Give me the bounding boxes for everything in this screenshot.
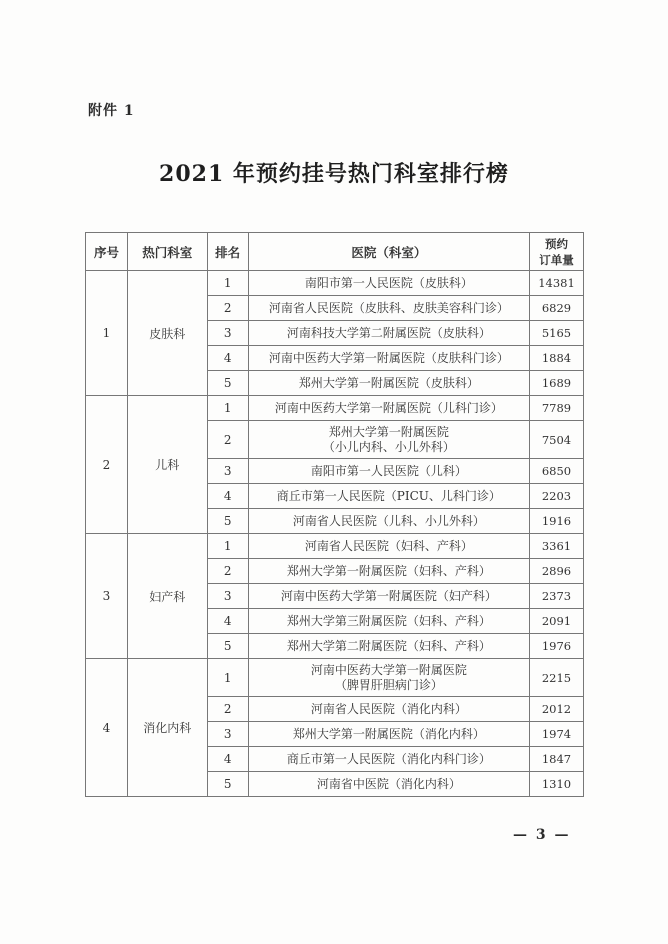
group-seq: 1 — [86, 271, 128, 396]
rank-cell: 5 — [207, 509, 248, 534]
hospital-cell: 河南省人民医院（妇科、产科） — [248, 534, 529, 559]
hospital-line2: （小儿内科、小儿外科） — [322, 439, 455, 454]
orders-cell: 6850 — [530, 459, 584, 484]
hospital-cell: 南阳市第一人民医院（儿科） — [248, 459, 529, 484]
rank-cell: 1 — [207, 659, 248, 697]
group-seq: 3 — [86, 534, 128, 659]
table-row — [86, 534, 584, 559]
hospital-cell: 河南省人民医院（儿科、小儿外科） — [248, 509, 529, 534]
hospital-line1: 河南中医药大学第一附属医院 — [310, 662, 467, 677]
hospital-cell: 郑州大学第三附属医院（妇科、产科） — [248, 609, 529, 634]
header-orders-line2: 订单量 — [539, 252, 574, 267]
hospital-cell: 商丘市第一人民医院（消化内科门诊） — [248, 747, 529, 772]
rank-cell: 3 — [207, 321, 248, 346]
header-seq: 序号 — [86, 233, 128, 271]
rank-cell: 2 — [207, 697, 248, 722]
table-row — [86, 271, 584, 296]
group-department: 消化内科 — [127, 659, 207, 797]
orders-cell: 5165 — [530, 321, 584, 346]
orders-cell: 7789 — [530, 396, 584, 421]
hospital-cell: 河南省中医院（消化内科） — [248, 772, 529, 797]
orders-cell: 1974 — [530, 722, 584, 747]
orders-cell: 1916 — [530, 509, 584, 534]
orders-cell: 2091 — [530, 609, 584, 634]
header-orders-line1: 预约 — [545, 236, 568, 251]
rank-cell: 2 — [207, 421, 248, 459]
orders-cell: 2896 — [530, 559, 584, 584]
group-department: 儿科 — [127, 396, 207, 534]
group-department: 妇产科 — [127, 534, 207, 659]
rank-cell: 3 — [207, 459, 248, 484]
hospital-cell: 河南中医药大学第一附属医院（皮肤科门诊） — [248, 346, 529, 371]
orders-cell: 6829 — [530, 296, 584, 321]
table-header-row — [86, 233, 584, 271]
orders-cell: 2215 — [530, 659, 584, 697]
orders-cell: 1310 — [530, 772, 584, 797]
hospital-cell: 河南中医药大学第一附属医院（儿科门诊） — [248, 396, 529, 421]
document-title: 2021 年预约挂号热门科室排行榜 — [159, 161, 509, 187]
group-seq: 2 — [86, 396, 128, 534]
orders-cell: 2203 — [530, 484, 584, 509]
table-row — [86, 396, 584, 421]
orders-cell: 1847 — [530, 747, 584, 772]
rank-cell: 5 — [207, 772, 248, 797]
hospital-cell: 商丘市第一人民医院（PICU、儿科门诊） — [248, 484, 529, 509]
hospital-line1: 郑州大学第一附属医院 — [328, 424, 449, 439]
rank-cell: 4 — [207, 346, 248, 371]
rank-cell: 4 — [207, 484, 248, 509]
group-department: 皮肤科 — [127, 271, 207, 396]
orders-cell: 14381 — [530, 271, 584, 296]
hospital-cell — [248, 659, 529, 697]
hospital-cell: 河南中医药大学第一附属医院（妇产科） — [248, 584, 529, 609]
group-seq: 4 — [86, 659, 128, 797]
header-hospital: 医院（科室） — [248, 233, 529, 271]
ranking-table — [85, 232, 584, 797]
orders-cell: 2012 — [530, 697, 584, 722]
rank-cell: 3 — [207, 584, 248, 609]
hospital-cell: 郑州大学第一附属医院（皮肤科） — [248, 371, 529, 396]
page-number: — 3 — — [513, 827, 571, 843]
hospital-cell: 郑州大学第二附属医院（妇科、产科） — [248, 634, 529, 659]
table-row — [86, 659, 584, 697]
hospital-cell: 郑州大学第一附属医院（消化内科） — [248, 722, 529, 747]
hospital-cell: 南阳市第一人民医院（皮肤科） — [248, 271, 529, 296]
hospital-cell — [248, 421, 529, 459]
header-department: 热门科室 — [127, 233, 207, 271]
rank-cell: 4 — [207, 609, 248, 634]
header-rank: 排名 — [207, 233, 248, 271]
hospital-cell: 河南科技大学第二附属医院（皮肤科） — [248, 321, 529, 346]
orders-cell: 1976 — [530, 634, 584, 659]
orders-cell: 2373 — [530, 584, 584, 609]
hospital-line2: （脾胃肝胆病门诊） — [334, 677, 443, 692]
header-orders — [530, 233, 584, 271]
hospital-cell: 郑州大学第一附属医院（妇科、产科） — [248, 559, 529, 584]
rank-cell: 1 — [207, 534, 248, 559]
rank-cell: 4 — [207, 747, 248, 772]
rank-cell: 1 — [207, 271, 248, 296]
rank-cell: 1 — [207, 396, 248, 421]
rank-cell: 3 — [207, 722, 248, 747]
rank-cell: 2 — [207, 296, 248, 321]
orders-cell: 7504 — [530, 421, 584, 459]
rank-cell: 5 — [207, 634, 248, 659]
rank-cell: 5 — [207, 371, 248, 396]
hospital-cell: 河南省人民医院（消化内科） — [248, 697, 529, 722]
hospital-cell: 河南省人民医院（皮肤科、皮肤美容科门诊） — [248, 296, 529, 321]
attachment-label: 附件 1 — [88, 103, 135, 119]
orders-cell: 1884 — [530, 346, 584, 371]
rank-cell: 2 — [207, 559, 248, 584]
orders-cell: 3361 — [530, 534, 584, 559]
orders-cell: 1689 — [530, 371, 584, 396]
